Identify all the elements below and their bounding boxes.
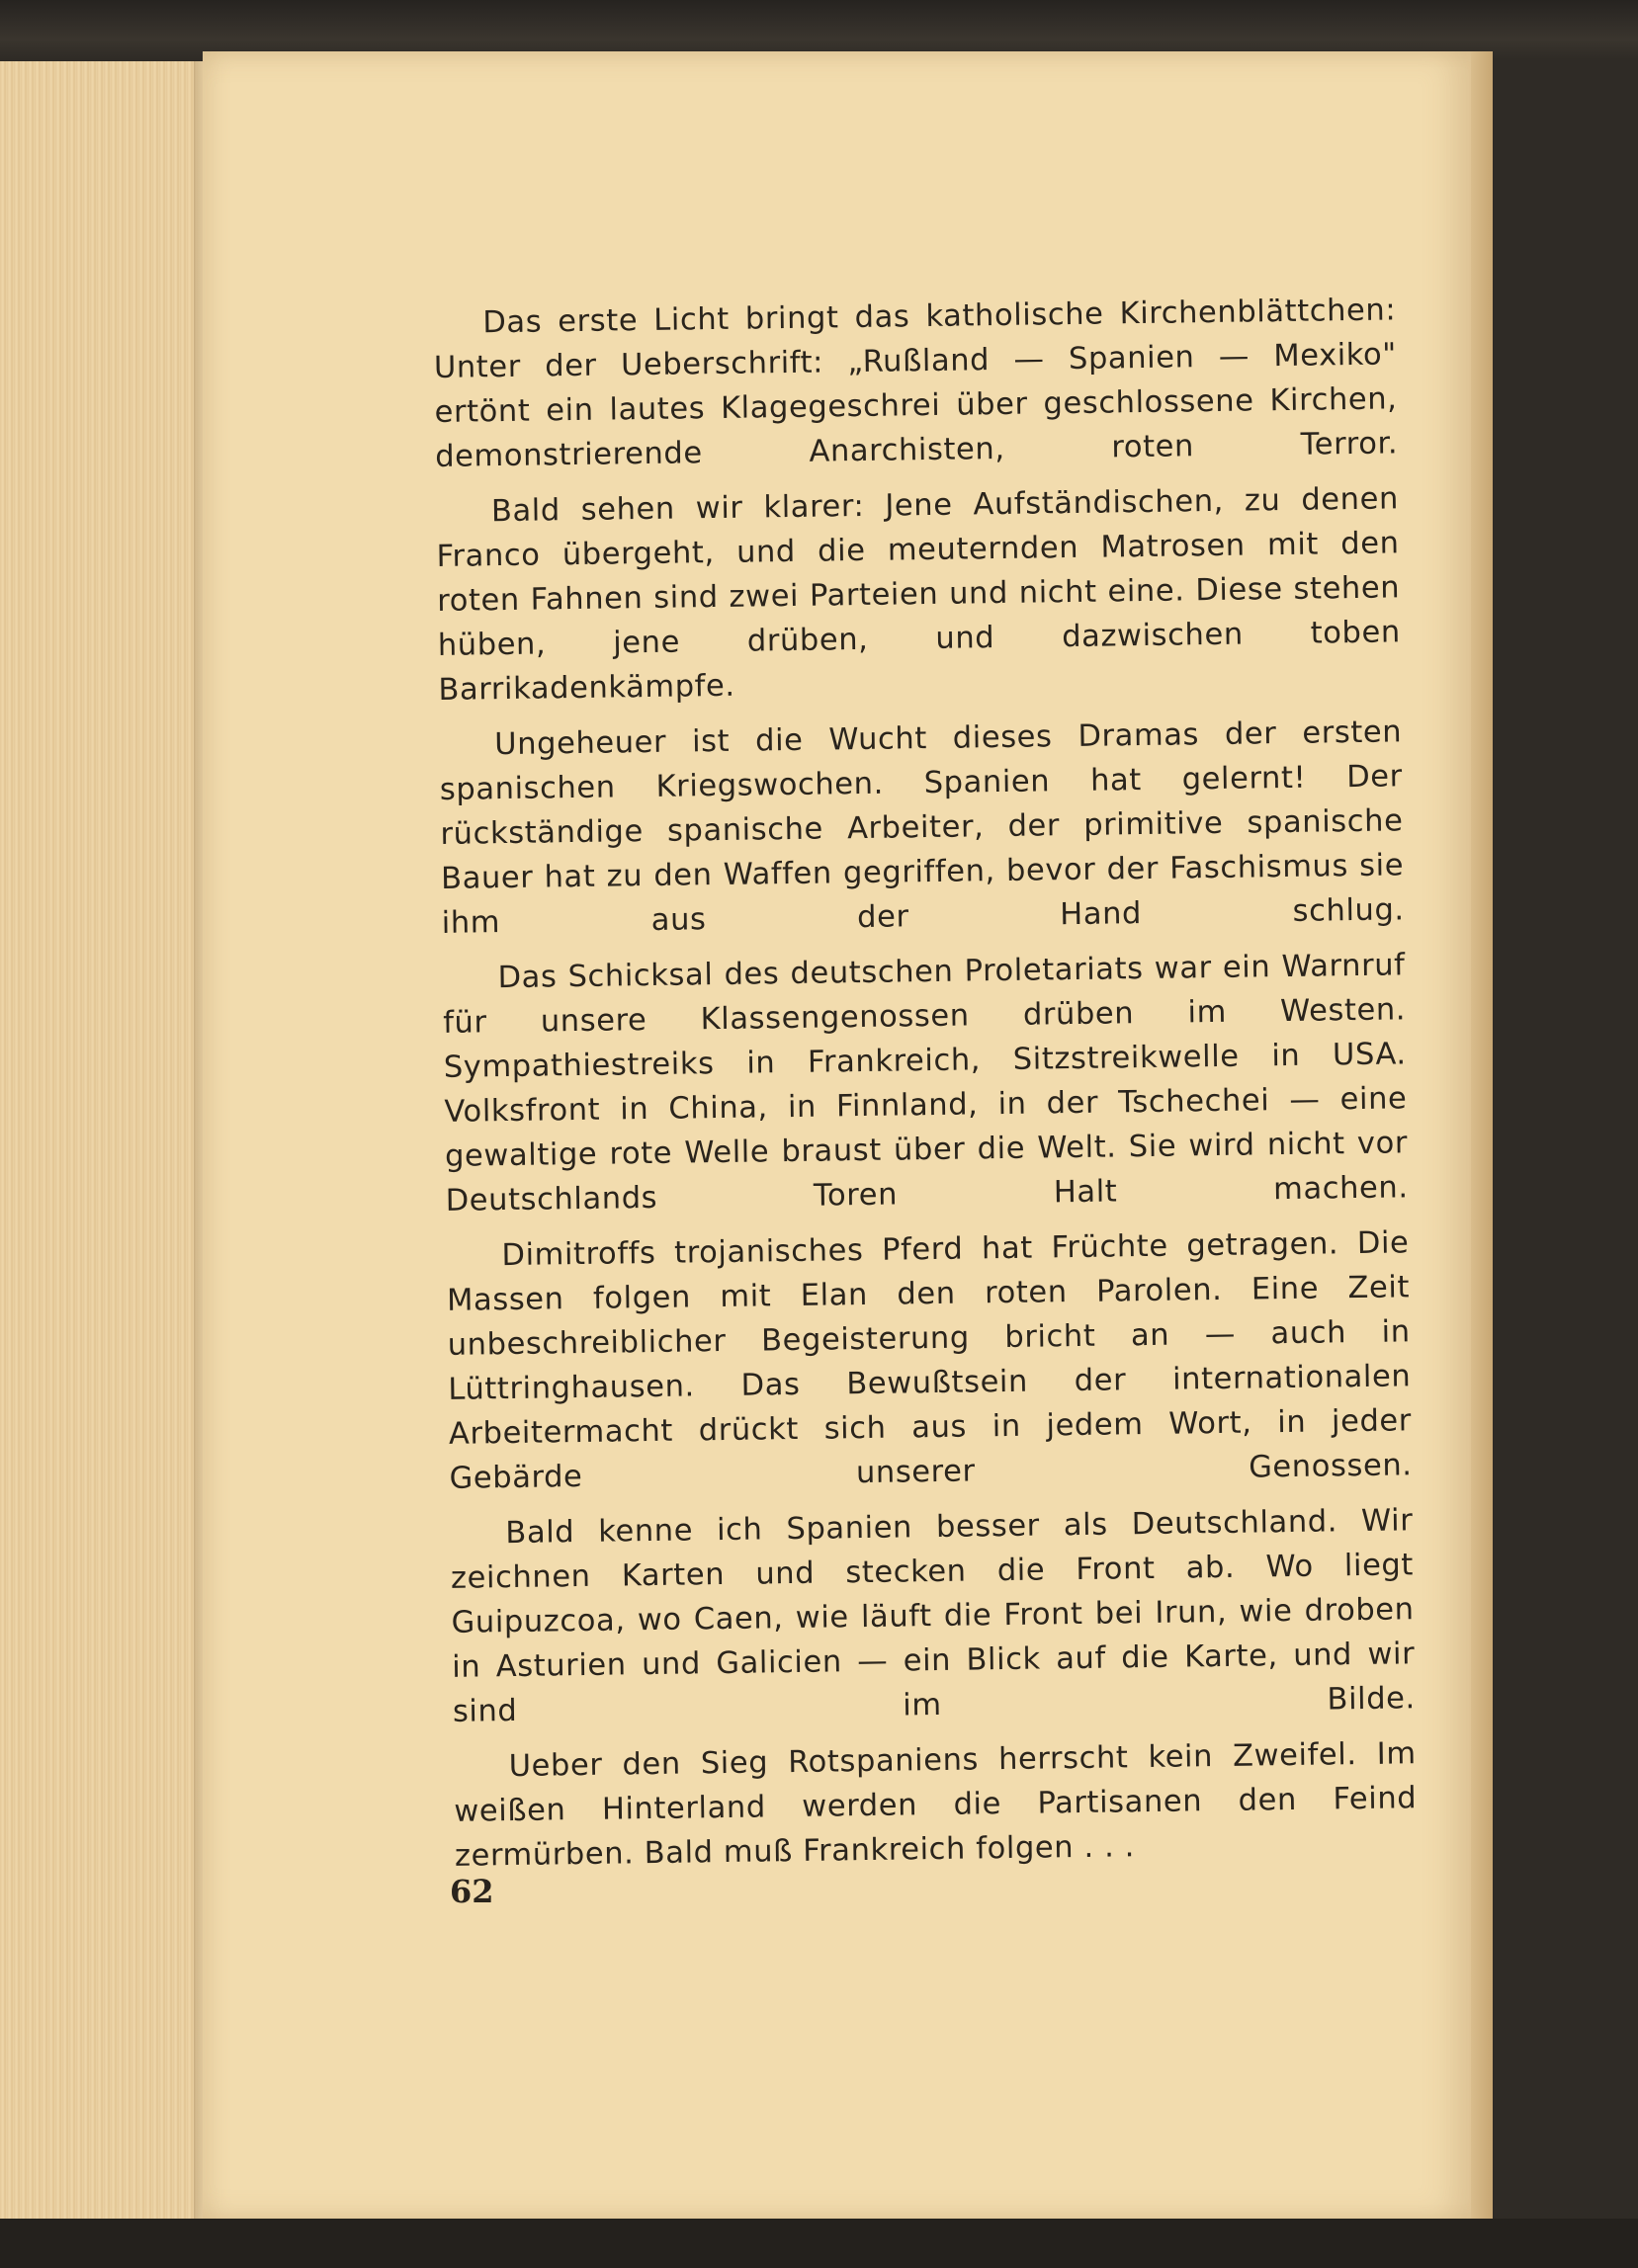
scan-bottom-border [0, 2219, 1638, 2268]
page-right-edge [1471, 51, 1493, 2221]
paragraph-4: Das Schicksal des deutschen Proletariats war ein Warnruf für unsere Klassengenossen drüben im Westen. Sympathiestreiks in Frankreich, Sitzstreikwelle in USA. Volksfront in China, in Finnland, in der Tschechei — eine gewaltige rote Welle braust über die Welt. Sie wird nicht vor Deutschlands Toren Halt machen. [442, 948, 1409, 1218]
page-text [433, 288, 1418, 1889]
paragraph-7: Ueber den Sieg Rotspaniens herrscht kein Zweifel. Im weißen Hinterland werden die Partisanen den Feind zermürben. Bald muß Frankreich folgen . . . [454, 1736, 1418, 1874]
paragraph-3: Ungeheuer ist die Wucht dieses Dramas der ersten spanischen Kriegswochen. Spanien hat gelernt! Der rückständige spanische Arbeiter, der primitive spanische Bauer hat zu den Waffen gegriffen, bevor der Faschismus sie ihm aus der Hand schlug. [439, 714, 1405, 941]
page-edges [0, 61, 198, 2226]
page-number: 62 [450, 1873, 494, 1910]
paragraph-2: Bald sehen wir klarer: Jene Aufständischen, zu denen Franco übergeht, und die meuternden Matrosen mit den roten Fahnen sind zwei Parteien und nicht eine. Diese stehen hüben, jene drüben, und dazwischen toben Barrikadenkämpfe. [436, 481, 1402, 708]
paragraph-6: Bald kenne ich Spanien besser als Deutschland. Wir zeichnen Karten und stecken die Front ab. Wo liegt Guipuzcoa, wo Caen, wie läuft die Front bei Irun, wie droben in Asturien und Galicien — ein Blick auf die Karte, und wir sind im Bilde. [450, 1503, 1417, 1729]
paragraph-5: Dimitroffs trojanisches Pferd hat Früchte getragen. Die Massen folgen mit Elan den roten Parolen. Eine Zeit unbeschreiblicher Begeisterung bricht an — auch in Lüttringhausen. Das Bewußtsein der internationalen Arbeitermacht drückt sich aus in jedem Wort, in jeder Gebärde unserer Genossen. [446, 1225, 1413, 1496]
paragraph-1: Das erste Licht bringt das katholische Kirchenblättchen: Unter der Ueberschrift: „Rußland — Spanien — Mexiko" ertönt ein lautes Klagegeschrei über geschlossene Kirchen, demonstrierende Anarchisten, roten Terror. [433, 293, 1399, 474]
